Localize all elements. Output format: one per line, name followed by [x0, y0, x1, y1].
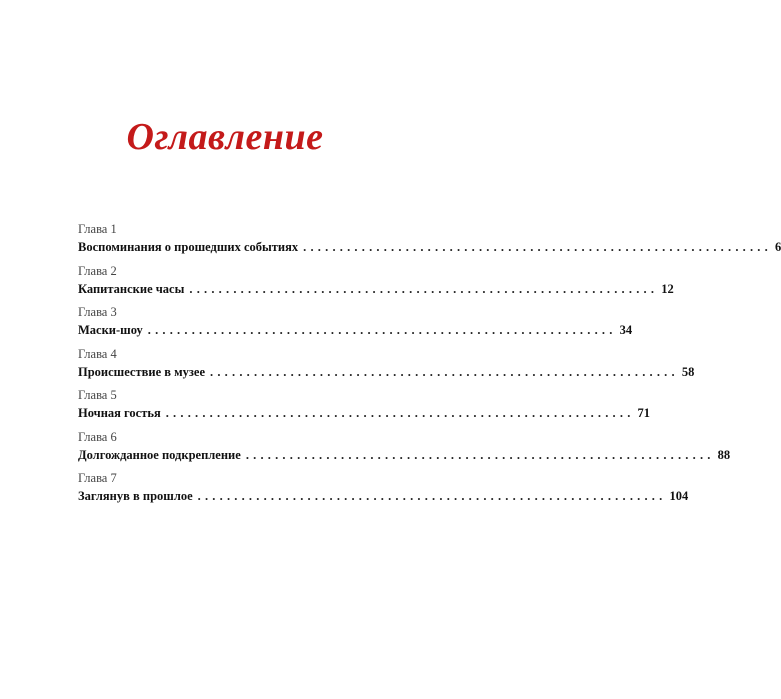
chapter-label: Глава 1: [78, 222, 117, 236]
chapter-row: [78, 404, 651, 422]
chapter-label: Глава 6: [78, 429, 117, 444]
chapter-row: [78, 446, 731, 464]
chapter-title: Ночная гостья: [78, 406, 161, 420]
chapter-title: Маски-шоу: [78, 323, 143, 337]
chapter-row: [78, 238, 781, 256]
dot-leader: ................................................................: [147, 323, 617, 337]
chapter-label: Глава 4: [78, 346, 117, 361]
chapter-page-number: 12: [661, 281, 674, 296]
table-of-contents: [78, 220, 781, 511]
chapter-row: [78, 321, 633, 339]
chapter-row: [78, 487, 689, 505]
dot-leader: ................................................................: [189, 281, 659, 296]
page-title: Оглавление: [126, 116, 324, 158]
chapter-title: Происшествие в музее: [78, 364, 206, 379]
chapter-title: Капитанские часы: [78, 281, 185, 296]
dot-leader: ................................................................: [197, 489, 667, 503]
chapter-row: [78, 363, 695, 381]
toc-entry[interactable]: [78, 303, 633, 345]
chapter-page-number: 104: [669, 489, 689, 503]
chapter-label: Глава 7: [78, 471, 117, 485]
dot-leader: ................................................................: [210, 364, 679, 379]
chapter-title: Долгожданное подкрепление: [78, 447, 241, 462]
toc-entry[interactable]: [78, 386, 651, 428]
chapter-page-number: 6: [774, 240, 781, 254]
chapter-label: Глава 3: [78, 305, 117, 319]
chapter-page-number: 71: [637, 406, 651, 420]
dot-leader: ................................................................: [245, 447, 715, 462]
chapter-page-number: 88: [717, 447, 731, 462]
toc-entry[interactable]: [78, 428, 731, 470]
chapter-title: Воспоминания о прошедших событиях: [78, 240, 299, 254]
toc-entry[interactable]: [78, 469, 689, 511]
chapter-label: Глава 2: [78, 263, 117, 278]
chapter-title: Заглянув в прошлое: [78, 489, 193, 503]
toc-entry[interactable]: [78, 345, 695, 387]
dot-leader: ................................................................: [303, 240, 772, 254]
dot-leader: ................................................................: [165, 406, 635, 420]
toc-entry[interactable]: [78, 220, 781, 262]
chapter-page-number: 58: [681, 364, 695, 379]
toc-entry[interactable]: [78, 262, 674, 304]
chapter-row: [78, 280, 674, 298]
chapter-label: Глава 5: [78, 388, 117, 402]
chapter-page-number: 34: [619, 323, 633, 337]
